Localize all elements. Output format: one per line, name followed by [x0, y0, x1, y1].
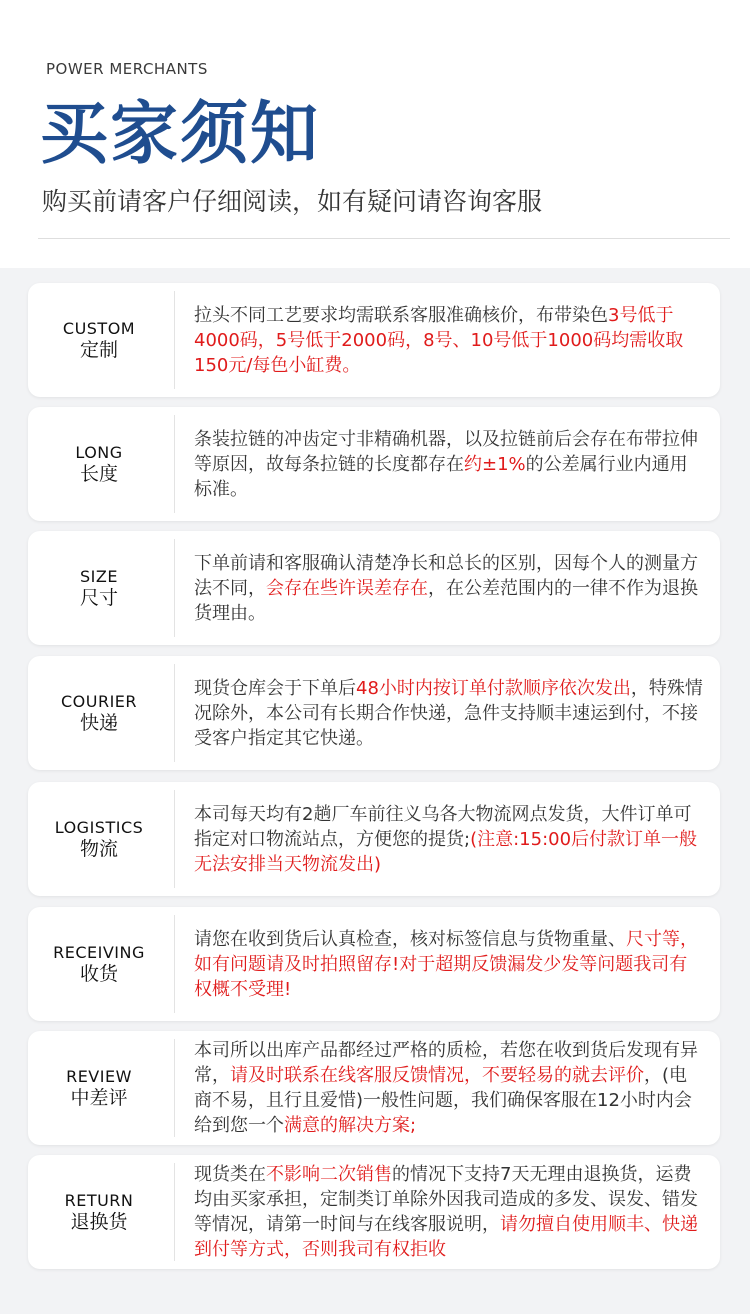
- notice-label-en: REVIEW: [66, 1066, 132, 1086]
- notice-card: [28, 531, 720, 645]
- notice-segment: ，在公差范围内的一律不作为退换货理由。: [194, 577, 698, 624]
- notice-label-en: RETURN: [64, 1190, 134, 1210]
- notice-highlight: 请及时联系在线客服反馈情况，不要轻易的就去评价: [230, 1065, 644, 1086]
- notice-body: [194, 283, 704, 397]
- notice-text: [194, 676, 704, 751]
- notice-label-en: CUSTOM: [62, 318, 136, 338]
- notice-segment: 拉头不同工艺要求均需联系客服准确核价，布带染色: [194, 304, 608, 326]
- notice-text: [194, 802, 704, 877]
- notice-body: [194, 782, 704, 896]
- notice-card: [28, 1155, 720, 1269]
- notice-text: [194, 427, 704, 502]
- notice-divider: [174, 1163, 175, 1261]
- notice-highlight: (注意:15:00后付款订单一般无法安排当天物流发出): [194, 828, 698, 875]
- notice-card: [28, 656, 720, 770]
- notice-label-cn: 退换货: [70, 1210, 128, 1233]
- page-title: 买家须知: [40, 95, 321, 174]
- notice-label: [28, 407, 170, 521]
- notice-label: [28, 782, 170, 896]
- notice-segment: ，特殊情况除外，本公司有长期合作快递，急件支持顺丰速运到付，不接受客户指定其它快递。: [194, 677, 703, 749]
- notice-divider: [174, 915, 175, 1013]
- header-divider: [38, 238, 730, 239]
- notice-body: [194, 407, 704, 521]
- notice-highlight: 3号低于4000码，5号低于2000码，8号、10号低于1000码均需收取150元/每色小缸费。: [194, 304, 684, 376]
- notice-label-cn: 快递: [79, 711, 118, 734]
- notice-label: [28, 531, 170, 645]
- notice-segment: 的公差属行业内通用标准。: [194, 453, 688, 500]
- notice-label: [28, 1155, 170, 1269]
- notice-label-en: RECEIVING: [53, 942, 145, 962]
- notice-divider: [174, 790, 175, 888]
- notice-highlight: 尺寸等，如有问题请及时拍照留存!对于超期反馈漏发少发等问题我司有权概不受理!: [194, 928, 698, 1000]
- notice-divider: [174, 415, 175, 513]
- notice-text: [194, 1038, 704, 1138]
- notice-text: [194, 1162, 704, 1262]
- notice-label-cn: 中差评: [70, 1086, 128, 1109]
- notice-label: [28, 1031, 170, 1145]
- header: [0, 0, 750, 268]
- notice-label-cn: 定制: [79, 338, 118, 361]
- notice-segment: 本司每天均有2趟厂车前往义乌各大物流网点发货，大件订单可指定对口物流站点，方便您的提货;: [194, 803, 692, 850]
- notice-label-en: LOGISTICS: [54, 817, 144, 837]
- notice-label-cn: 长度: [79, 462, 118, 485]
- notice-label-cn: 尺寸: [79, 586, 118, 609]
- notice-divider: [174, 1039, 175, 1137]
- notice-label: [28, 656, 170, 770]
- notice-segment: ，(电商不易，且行且爱惜)一般性问题，我们确保客服在12小时内会给到您一个: [194, 1065, 692, 1136]
- notice-label-en: SIZE: [80, 566, 118, 586]
- notice-card: [28, 283, 720, 397]
- notice-highlight: 满意的解决方案;: [284, 1115, 417, 1136]
- notice-highlight: 48小时内按订单付款顺序依次发出: [356, 677, 631, 699]
- notice-highlight: 不影响二次销售: [266, 1164, 392, 1185]
- notice-divider: [174, 291, 175, 389]
- notice-text: [194, 303, 704, 378]
- notice-segment: 本司所以出库产品都经过严格的质检，若您在收到货后发现有异常，: [194, 1040, 698, 1086]
- notice-card: [28, 782, 720, 896]
- notice-body: [194, 1155, 704, 1269]
- notice-segment: 现货仓库会于下单后: [194, 677, 356, 699]
- notice-text: [194, 927, 704, 1002]
- page-subtitle: 购买前请客户仔细阅读，如有疑问请咨询客服: [42, 187, 543, 216]
- notice-highlight: 请勿擅自使用顺丰、快递到付等方式，否则我司有权拒收: [194, 1214, 698, 1260]
- notice-label: [28, 283, 170, 397]
- notice-card: [28, 1031, 720, 1145]
- notice-body: [194, 1031, 704, 1145]
- notice-card: [28, 907, 720, 1021]
- notice-highlight: 约±1%: [464, 453, 526, 475]
- notice-text: [194, 551, 704, 626]
- notice-label-cn: 物流: [79, 837, 118, 860]
- notice-highlight: 会存在些许误差存在: [266, 577, 428, 599]
- notice-segment: 下单前请和客服确认清楚净长和总长的区别，因每个人的测量方法不同，: [194, 552, 698, 599]
- notice-body: [194, 907, 704, 1021]
- notice-label: [28, 907, 170, 1021]
- notice-segment: 条装拉链的冲齿定寸非精确机器，以及拉链前后会存在布带拉伸等原因，故每条拉链的长度都存在: [194, 428, 698, 475]
- notice-divider: [174, 664, 175, 762]
- brand-label: POWER MERCHANTS: [46, 60, 208, 78]
- notice-segment: 的情况下支持7天无理由退换货，运费均由买家承担，定制类订单除外因我司造成的多发、误发、错发等情况，请第一时间与在线客服说明，: [194, 1164, 698, 1235]
- notice-body: [194, 531, 704, 645]
- notice-body: [194, 656, 704, 770]
- notice-label-en: LONG: [75, 442, 123, 462]
- notice-card: [28, 407, 720, 521]
- notice-label-cn: 收货: [79, 962, 118, 985]
- notice-segment: 现货类在: [194, 1164, 266, 1185]
- notice-divider: [174, 539, 175, 637]
- notice-segment: 请您在收到货后认真检查，核对标签信息与货物重量、: [194, 928, 626, 950]
- notice-label-en: COURIER: [60, 691, 138, 711]
